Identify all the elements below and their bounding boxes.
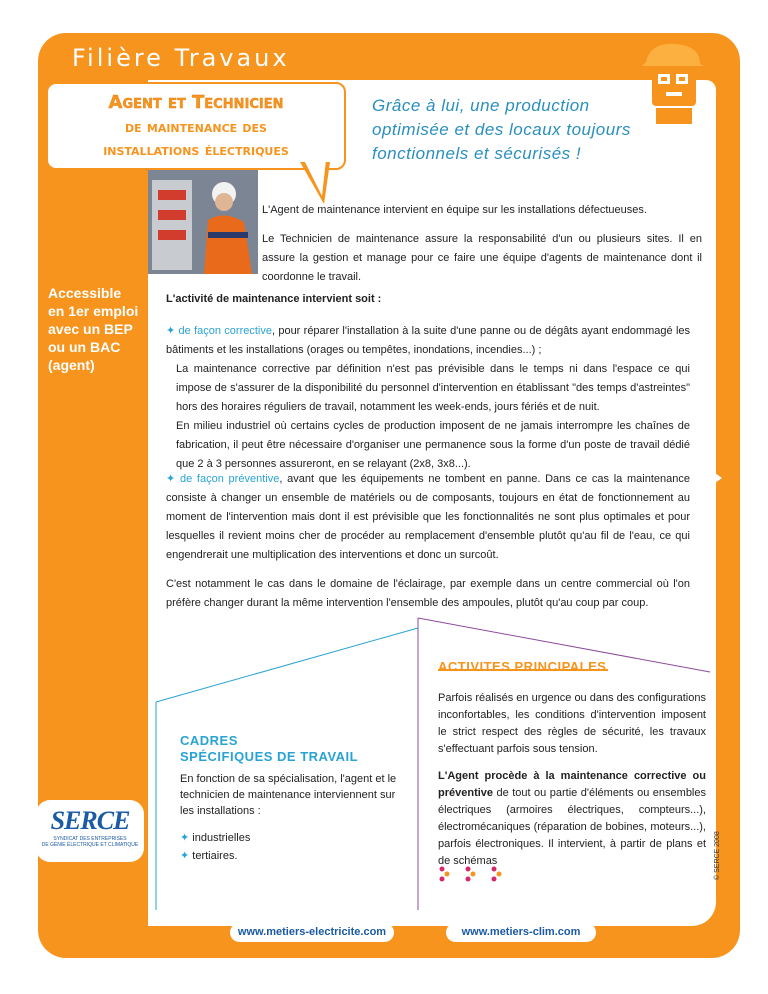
- corrective-label: de façon corrective: [178, 325, 272, 337]
- bullet-icon: ✦: [166, 325, 176, 337]
- url-metiers-electricite[interactable]: www.metiers-electricite.com: [230, 923, 394, 942]
- continue-dots-icon: [438, 865, 518, 885]
- bullet-icon: ✦: [166, 473, 176, 485]
- intro-paragraph-2: Le Technicien de maintenance assure la responsabilité d'un ou plusieurs sites. Il en assure la gestion et manage pour ce faire une équipe d'agents de maintenance dont il coordonne le travail.: [262, 233, 702, 283]
- cadres-list: [180, 829, 250, 865]
- job-title-line3: installations électriques: [103, 140, 289, 159]
- preventive-label: de façon préventive: [179, 473, 280, 485]
- principal-activities-body: [438, 690, 706, 870]
- worker-mascot-icon: [638, 40, 708, 132]
- list-item: ✦ tertiaires.: [180, 850, 238, 862]
- principal-para-1: Parfois réalisés en urgence ou dans des configurations inconfortables, les conditions d'intervention imposent le strict respect des règles de sécurité, les travaux s'effectuant parfois sous tension.: [438, 692, 706, 755]
- job-title-box: [46, 82, 346, 170]
- activity-heading: L'activité de maintenance intervient soit :: [166, 293, 382, 305]
- job-title-line2: de maintenance des: [125, 118, 267, 136]
- tagline: Grâce à lui, une production optimisée et des locaux toujours fonctionnels et sécurisés !: [372, 96, 631, 163]
- preventive-text: , avant que les équipements ne tombent en panne. Dans ce cas la maintenance consiste à changer un ensemble de matériels ou de composants, toujours en état de fonctionnement au moment de l'intervention mais dont il est prévisible que les fonctionnalités ne sont plus optimales et pour lesquelles il revient moins cher de procéder au remplacement d'ensemble plutôt qu'au fil de l'eau, ce qui engendrerait une multiplication des interventions et donc un surcoût.: [166, 473, 690, 561]
- preventive-section: [166, 470, 690, 565]
- corrective-text: , pour réparer l'installation à la suite d'une panne ou de dégâts ayant endommagé les bâtiments et les installations (orages ou tempêtes, inondations, incendies...) ;: [166, 325, 690, 356]
- speech-tail-inner: [304, 160, 326, 196]
- corrective-para-3: En milieu industriel où certains cycles de production imposent de ne jamais interrompre les chaînes de fabrication, il peut être nécessaire d'organiser une permanence sous la forme d'un poste de travail dédié que 2 à 3 personnes assureront, en se relayant (2x8, 3x8...).: [176, 420, 690, 470]
- technician-photo: [148, 170, 258, 274]
- intro-paragraph-1: L'Agent de maintenance intervient en équipe sur les installations défectueuses.: [262, 204, 647, 216]
- serce-logo: SERCE SYNDICAT DES ENTREPRISES DE GÉNIE ÉLECTRIQUE ET CLIMATIQUE: [36, 800, 144, 862]
- access-requirements: Accessible en 1er emploi avec un BEP ou un BAC (agent): [48, 285, 139, 373]
- corrective-para-2: La maintenance corrective par définition n'est pas prévisible dans le temps ni dans l'espace ce qui impose de s'assurer de la disponibilité du personnel d'intervention en établissant "des temps d'astreintes" hors des horaires réguliers de travail, notamment les week-ends, jours fériés et de nuit.: [176, 363, 690, 413]
- corrective-section: [166, 322, 690, 474]
- cadres-text: En fonction de sa spécialisation, l'agent et le technicien de maintenance interviennent sur les installations :: [180, 773, 397, 817]
- filiere-title: Filière Travaux: [72, 44, 290, 72]
- cadres-title: CADRES SPÉCIFIQUES DE TRAVAIL: [180, 733, 359, 764]
- principal-activities-title: ACTIVITES PRINCIPALES: [438, 659, 607, 674]
- list-item: ✦ industrielles: [180, 832, 251, 844]
- copyright: © SERCE 2008: [714, 831, 721, 880]
- closing-paragraph: C'est notamment le cas dans le domaine de l'éclairage, par exemple dans un centre commercial où l'on préfère changer durant la même intervention l'ensemble des ampoules, plutôt qu'au coup par coup.: [166, 578, 690, 609]
- url-metiers-clim[interactable]: www.metiers-clim.com: [446, 923, 596, 942]
- principal-para-2: L'Agent procède à la maintenance corrective ou préventive de tout ou partie d'éléments ou ensembles électriques (armoires électriques, compteurs...), électromécaniques (réparation de bobines, moteurs...), parfois électroniques. Il intervient, à partir de plans et de schémas: [438, 770, 706, 867]
- next-page-arrow-icon: [708, 468, 722, 488]
- job-title-line1: Agent et Technicien: [108, 92, 284, 113]
